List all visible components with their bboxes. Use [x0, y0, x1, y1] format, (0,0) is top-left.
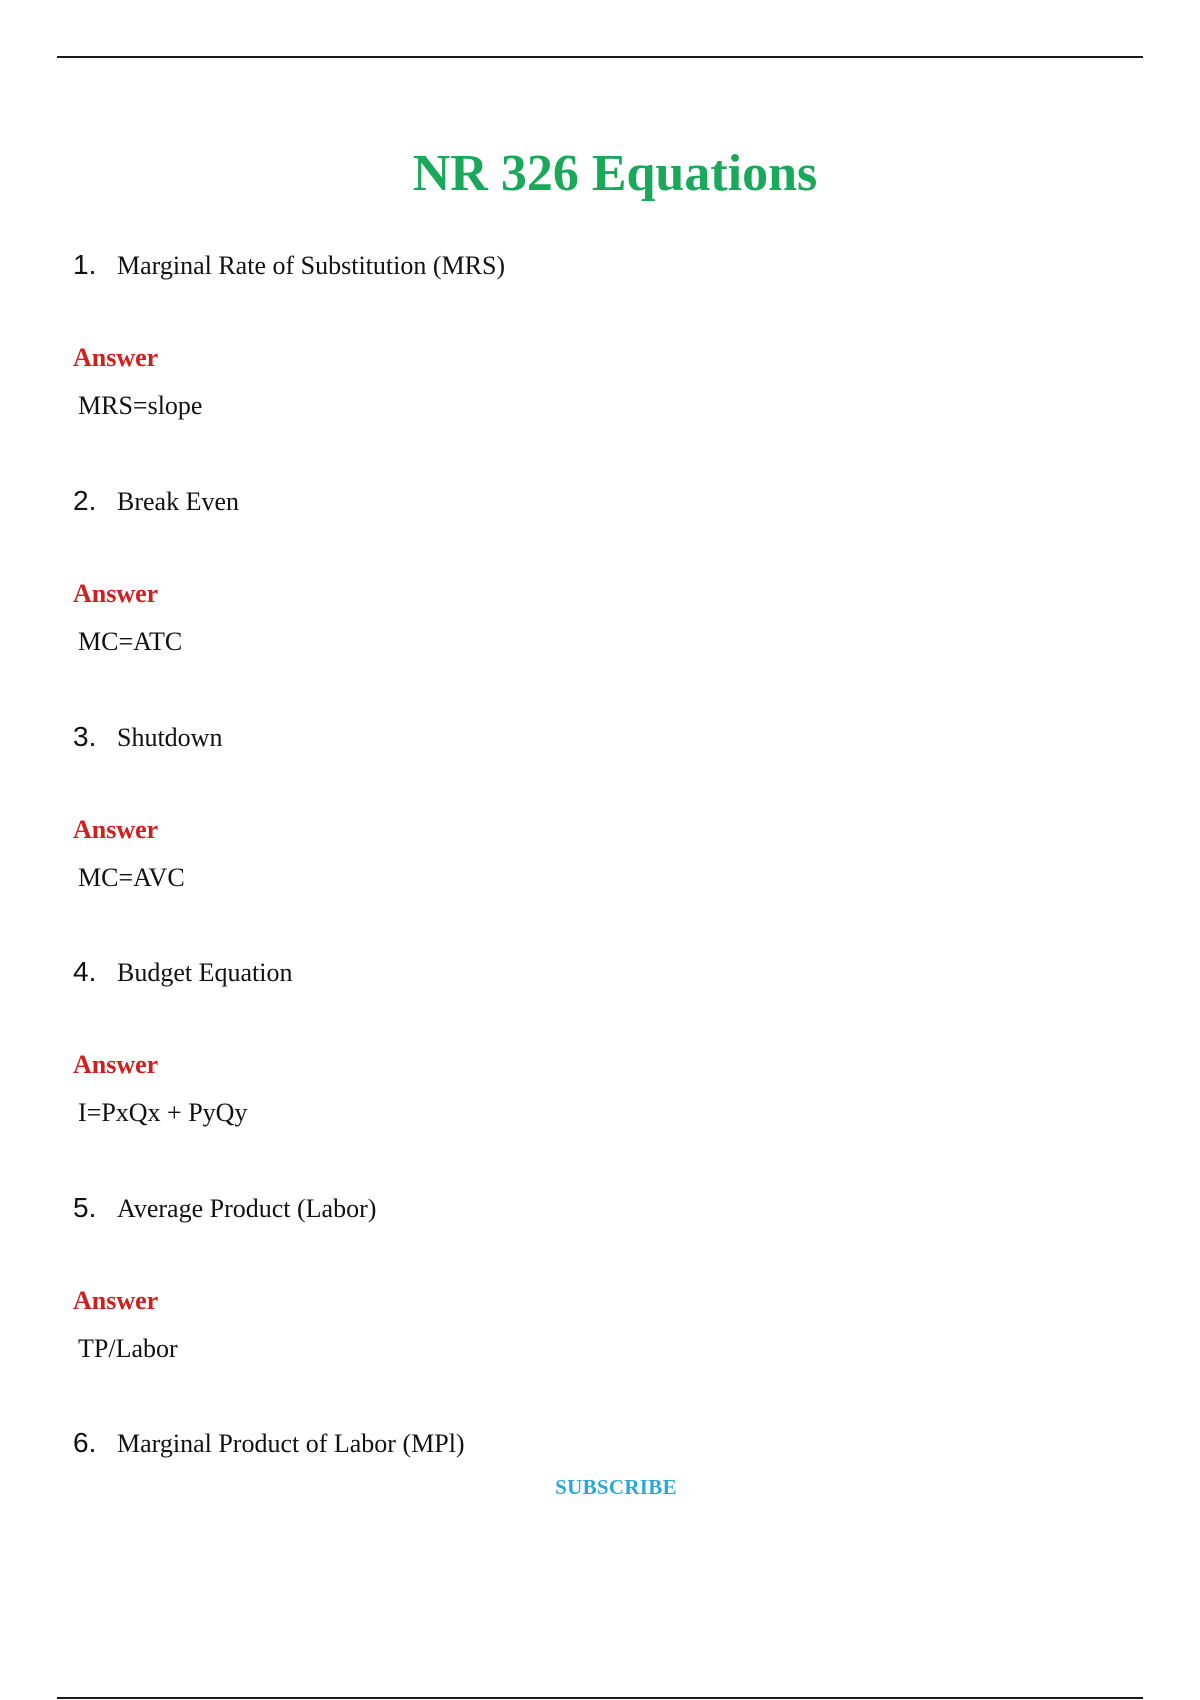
question-heading [73, 717, 222, 757]
answer-label: Answer [73, 579, 159, 608]
question-heading [73, 245, 505, 285]
answer-label: Answer [73, 343, 159, 372]
answer-label: Answer [73, 1286, 159, 1315]
question-number: 4. [73, 956, 97, 987]
answer-text: MC=AVC [78, 863, 185, 892]
question-text: Marginal Product of Labor (MPl) [117, 1429, 465, 1458]
subscribe-link[interactable]: SUBSCRIBE [555, 1475, 677, 1499]
question-text: Average Product (Labor) [117, 1194, 377, 1223]
answer-text: MC=ATC [78, 627, 183, 656]
question-heading [73, 481, 239, 521]
question-text: Marginal Rate of Substitution (MRS) [117, 251, 506, 280]
question-number: 5. [73, 1192, 97, 1223]
question-number: 6. [73, 1427, 97, 1458]
answer-text: I=PxQx + PyQy [78, 1098, 248, 1127]
question-number: 2. [73, 485, 97, 516]
question-number: 1. [73, 249, 97, 280]
question-heading [73, 1423, 465, 1463]
top-divider [57, 56, 1143, 58]
document-title: NR 326 Equations [412, 144, 818, 202]
question-heading [73, 1188, 376, 1228]
question-text: Shutdown [117, 723, 223, 752]
bottom-divider [57, 1697, 1143, 1699]
question-number: 3. [73, 721, 97, 752]
question-heading [73, 952, 292, 992]
answer-label: Answer [73, 815, 159, 844]
question-text: Break Even [117, 487, 240, 516]
answer-label: Answer [73, 1050, 159, 1079]
answer-text: MRS=slope [78, 391, 203, 420]
question-text: Budget Equation [117, 958, 293, 987]
answer-text: TP/Labor [78, 1334, 178, 1363]
